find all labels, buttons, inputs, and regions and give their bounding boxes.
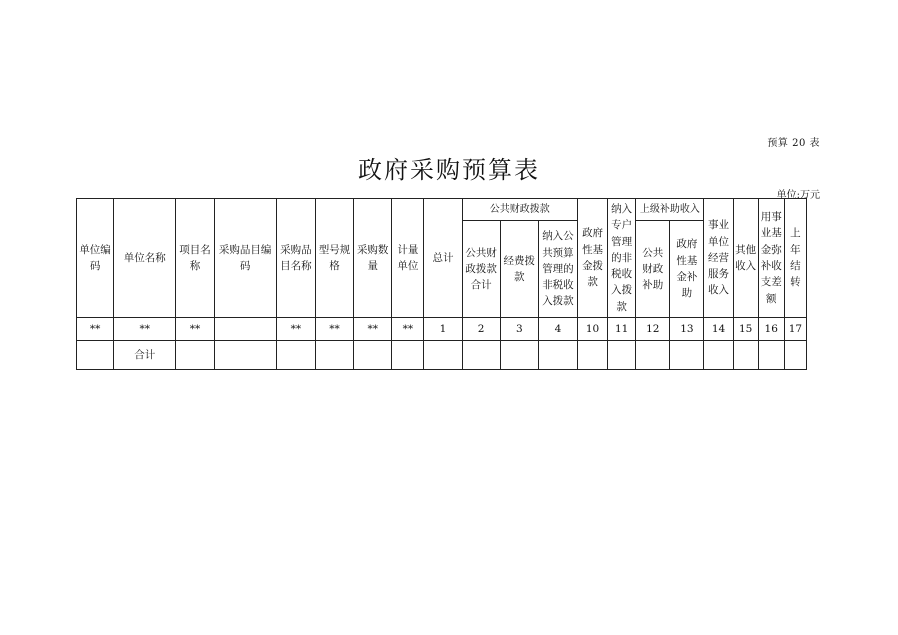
index-cell: ** <box>114 318 176 341</box>
col-gov-fund-subsidy: 政府性基金补助 <box>670 221 704 318</box>
col-public-finance-total: 公共财政拨款合计 <box>462 221 500 318</box>
index-cell <box>214 318 276 341</box>
index-cell: 2 <box>462 318 500 341</box>
col-unit-code: 单位编码 <box>77 199 114 318</box>
col-gov-fund: 政府性基金拨款 <box>578 199 608 318</box>
total-cell <box>578 341 608 370</box>
index-cell: 3 <box>500 318 538 341</box>
total-cell <box>733 341 758 370</box>
total-cell <box>214 341 276 370</box>
index-row <box>77 318 807 341</box>
total-cell <box>354 341 392 370</box>
col-model-spec: 型号规格 <box>315 199 353 318</box>
index-cell: ** <box>315 318 353 341</box>
total-label: 合计 <box>114 341 176 370</box>
total-cell <box>500 341 538 370</box>
total-cell <box>462 341 500 370</box>
total-cell <box>758 341 784 370</box>
index-cell: ** <box>276 318 315 341</box>
col-total: 总计 <box>424 199 462 318</box>
col-fund-gap-makeup: 用事业基金弥补收支差额 <box>758 199 784 318</box>
col-quantity: 采购数量 <box>354 199 392 318</box>
total-cell <box>77 341 114 370</box>
col-expense-allocation: 经费拨款 <box>500 221 538 318</box>
total-cell <box>392 341 424 370</box>
total-cell <box>424 341 462 370</box>
index-cell: 12 <box>636 318 670 341</box>
col-special-non-tax: 纳入专户管理的非税收入拨款 <box>608 199 636 318</box>
procurement-budget-table <box>76 198 807 370</box>
index-cell: ** <box>77 318 114 341</box>
total-cell <box>608 341 636 370</box>
index-cell: 11 <box>608 318 636 341</box>
index-cell: 15 <box>733 318 758 341</box>
index-cell: 16 <box>758 318 784 341</box>
col-project-name: 项目名称 <box>176 199 214 318</box>
total-cell <box>704 341 733 370</box>
index-cell: 17 <box>784 318 806 341</box>
index-cell: 14 <box>704 318 733 341</box>
group-public-finance: 公共财政拨款 <box>462 199 577 221</box>
header-row-1 <box>77 199 807 221</box>
index-cell: 13 <box>670 318 704 341</box>
index-cell: ** <box>176 318 214 341</box>
unit-label: 单位:万元 <box>776 190 820 201</box>
form-number: 预算 20 表 <box>767 138 820 149</box>
total-cell <box>315 341 353 370</box>
col-public-finance-subsidy: 公共财政补助 <box>636 221 670 318</box>
col-other-income: 其他收入 <box>733 199 758 318</box>
col-item-code: 采购品目编码 <box>214 199 276 318</box>
total-cell <box>670 341 704 370</box>
group-superior-subsidy: 上级补助收入 <box>636 199 704 221</box>
index-cell: 10 <box>578 318 608 341</box>
total-row <box>77 341 807 370</box>
col-measure-unit: 计量单位 <box>392 199 424 318</box>
col-business-income: 事业单位经营服务收入 <box>704 199 733 318</box>
col-non-tax-in-budget: 纳入公共预算管理的非税收入拨款 <box>538 221 577 318</box>
total-cell <box>276 341 315 370</box>
total-cell <box>784 341 806 370</box>
page-title: 政府采购预算表 <box>358 156 540 184</box>
index-cell: ** <box>354 318 392 341</box>
col-unit-name: 单位名称 <box>114 199 176 318</box>
index-cell: ** <box>392 318 424 341</box>
total-cell <box>176 341 214 370</box>
total-cell <box>636 341 670 370</box>
col-item-name: 采购品目名称 <box>276 199 315 318</box>
index-cell: 4 <box>538 318 577 341</box>
index-cell: 1 <box>424 318 462 341</box>
total-cell <box>538 341 577 370</box>
col-prior-year-carryover: 上年结转 <box>784 199 806 318</box>
